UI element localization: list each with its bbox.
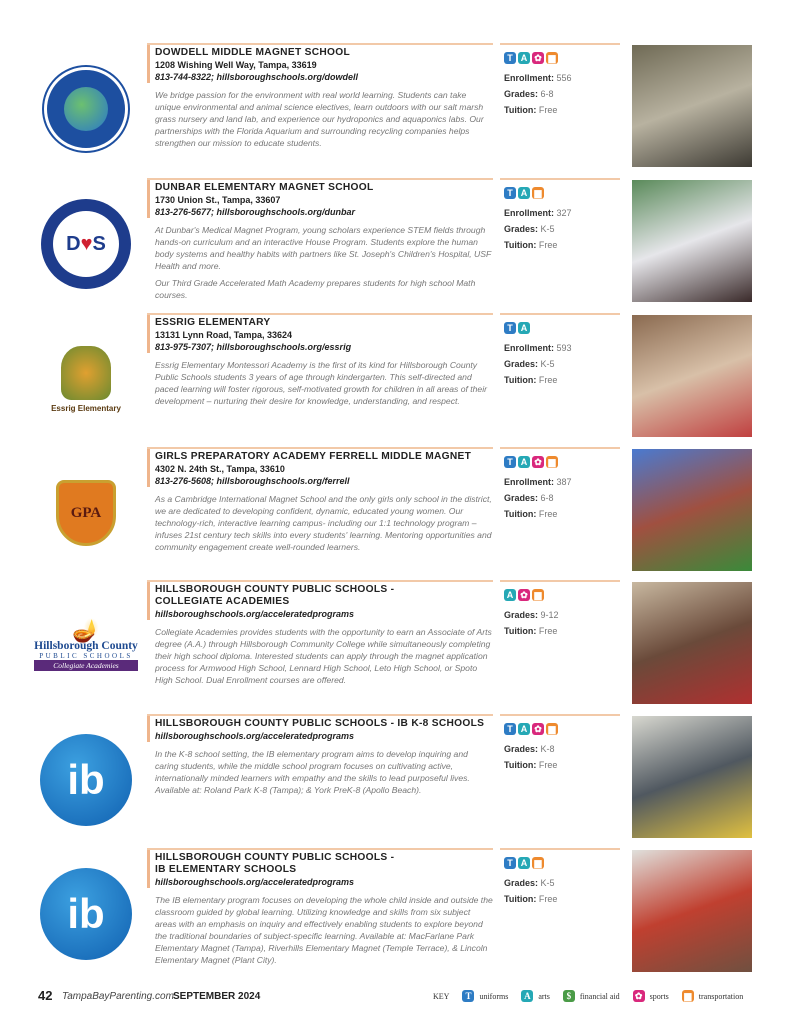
tuition-label: Tuition: xyxy=(504,509,537,519)
tuition-value: Free xyxy=(538,375,558,385)
key-item-label: financial aid xyxy=(579,991,620,1001)
sports-icon: ✿ xyxy=(633,990,645,1002)
transportation-icon: ▆ xyxy=(682,990,694,1002)
school-contact[interactable]: hillsboroughschools.org/acceleratedprograms xyxy=(155,609,355,619)
school-contact[interactable]: hillsboroughschools.org/acceleratedprograms xyxy=(155,877,355,887)
tuition-label: Tuition: xyxy=(504,760,537,770)
school-name: DOWDELL MIDDLE MAGNET SCHOOL xyxy=(155,47,350,58)
school-header xyxy=(147,180,493,218)
school-logo: ib xyxy=(30,724,142,836)
school-description xyxy=(147,748,493,796)
school-header xyxy=(147,582,493,620)
school-contact[interactable]: 813-276-5608; hillsboroughschools.org/ferrell xyxy=(155,476,350,486)
description-paragraph: We bridge passion for the environment with real world learning. Students can take unique environmental and animal science electives, learn outdoors with our salt marsh grass nursery and land lab, and experience our hydroponics and aquaponics labs. Our partnerships with the Florida Aquarium and surrounding recycling companies helps strengthen our mission to educate students. xyxy=(155,90,484,148)
school-listing xyxy=(0,714,786,846)
school-listing xyxy=(0,43,786,175)
school-contact[interactable]: 813-975-7307; hillsboroughschools.org/essrig xyxy=(155,342,352,352)
school-header xyxy=(147,850,493,888)
school-name: GIRLS PREPARATORY ACADEMY FERRELL MIDDLE MAGNET xyxy=(155,451,472,462)
transportation-icon: ▆ xyxy=(532,187,544,199)
school-stats xyxy=(500,313,620,388)
grades-label: Grades: xyxy=(504,610,539,620)
school-logo: GPA xyxy=(30,457,142,569)
school-description xyxy=(147,89,493,149)
school-photo xyxy=(632,582,752,704)
school-listing xyxy=(0,178,786,310)
enrollment-stat xyxy=(504,340,620,356)
uniforms-icon: T xyxy=(504,52,516,64)
tuition-stat xyxy=(504,891,620,907)
school-listing xyxy=(0,313,786,445)
enrollment-stat xyxy=(504,205,620,221)
enrollment-stat xyxy=(504,70,620,86)
tuition-label: Tuition: xyxy=(504,894,537,904)
arts-icon: A xyxy=(518,456,530,468)
transportation-icon: ▆ xyxy=(546,723,558,735)
school-listing xyxy=(0,848,786,980)
uniforms-icon: T xyxy=(504,322,516,334)
tuition-value: Free xyxy=(538,509,558,519)
school-photo xyxy=(632,449,752,571)
tuition-label: Tuition: xyxy=(504,240,537,250)
school-name: HILLSBOROUGH COUNTY PUBLIC SCHOOLS - IB ELEMENTARY SCHOOLS xyxy=(155,852,395,875)
school-name: ESSRIG ELEMENTARY xyxy=(155,317,271,328)
site-name[interactable]: TampaBayParenting.com xyxy=(62,991,174,1002)
sports-icon: ✿ xyxy=(532,52,544,64)
grades-label: Grades: xyxy=(504,89,539,99)
enrollment-label: Enrollment: xyxy=(504,343,555,353)
school-description xyxy=(147,493,493,553)
grades-value: 6-8 xyxy=(540,493,554,503)
description-paragraph: In the K-8 school setting, the IB elementary program aims to develop inquiring and caring students, while the middle school program focuses on cultivating active, internationally minded learners with empathy and the skills to lead purposeful lives. Available at: Roland Park K-8 (Tampa); & York PreK-8 (Apollo Beach). xyxy=(155,749,470,795)
description-paragraph: As a Cambridge International Magnet School and the only girls only school in the district, we are dedicated to developing confident, dynamic, educated young women. Our technology-rich, interactive learning campus- including our 1:1 technology program – infuses 21st century tech skills into every students' learning. Mentoring opportunities and community engagement create well-rounded learners. xyxy=(155,494,492,552)
feature-icons xyxy=(504,857,620,870)
school-stats xyxy=(500,714,620,773)
tuition-stat xyxy=(504,623,620,639)
school-header xyxy=(147,449,493,487)
tuition-label: Tuition: xyxy=(504,375,537,385)
school-photo xyxy=(632,180,752,302)
school-logo xyxy=(30,323,142,435)
feature-icons xyxy=(504,723,620,736)
uniforms-icon: T xyxy=(504,857,516,869)
feature-icons xyxy=(504,322,620,335)
enrollment-value: 387 xyxy=(556,477,572,487)
school-contact[interactable]: 813-276-5677; hillsboroughschools.org/dunbar xyxy=(155,207,356,217)
arts-icon: A xyxy=(518,857,530,869)
school-stats xyxy=(500,848,620,907)
school-description xyxy=(147,224,493,301)
school-info xyxy=(147,178,493,306)
tuition-value: Free xyxy=(538,894,558,904)
tuition-label: Tuition: xyxy=(504,626,537,636)
key-item-label: transportation xyxy=(698,991,744,1001)
feature-icons xyxy=(504,52,620,65)
sports-icon: ✿ xyxy=(518,589,530,601)
school-stats xyxy=(500,43,620,118)
tuition-value: Free xyxy=(538,760,558,770)
grades-value: 9-12 xyxy=(540,610,559,620)
school-info xyxy=(147,580,493,691)
grades-value: K-5 xyxy=(540,878,555,888)
enrollment-label: Enrollment: xyxy=(504,208,555,218)
grades-label: Grades: xyxy=(504,493,539,503)
grades-stat xyxy=(504,875,620,891)
tuition-stat xyxy=(504,372,620,388)
grades-stat xyxy=(504,741,620,757)
school-info xyxy=(147,447,493,558)
arts-icon: A xyxy=(518,322,530,334)
enrollment-stat xyxy=(504,474,620,490)
page-footer xyxy=(38,988,758,1008)
description-paragraph: At Dunbar's Medical Magnet Program, young scholars experience STEM fields through hands-on curriculum and an interactive House Program. Students explore the human body systems and healthy habits with partners like St. Joseph's Children's Hospital, USF Health and more. xyxy=(155,225,492,271)
description-paragraph: Collegiate Academies provides students with the opportunity to earn an Associate of Arts degree (A.A.) through Hillsborough Community College while simultaneously completing their high school diploma. Interested students can apply through the magnet application process for Armwood High School, Lennard High School, Leto High School, or Spoto High School. Dual Enrollment courses are offered. xyxy=(155,627,492,685)
school-logo: ib xyxy=(30,858,142,970)
grades-label: Grades: xyxy=(504,744,539,754)
school-listing xyxy=(0,580,786,712)
tuition-label: Tuition: xyxy=(504,105,537,115)
page-number: 42 xyxy=(38,988,53,1003)
grades-value: K-8 xyxy=(540,744,555,754)
uniforms-icon: T xyxy=(462,990,474,1002)
tuition-stat xyxy=(504,506,620,522)
grades-value: K-5 xyxy=(540,359,555,369)
transportation-icon: ▆ xyxy=(532,589,544,601)
sports-icon: ✿ xyxy=(532,456,544,468)
school-name: HILLSBOROUGH COUNTY PUBLIC SCHOOLS - IB K-8 SCHOOLS xyxy=(155,718,485,729)
arts-icon: A xyxy=(518,187,530,199)
tuition-value: Free xyxy=(538,626,558,636)
enrollment-value: 556 xyxy=(556,73,572,83)
school-description xyxy=(147,626,493,686)
icon-key xyxy=(433,990,743,1002)
key-item-label: uniforms xyxy=(479,991,509,1001)
arts-icon: A xyxy=(504,589,516,601)
enrollment-label: Enrollment: xyxy=(504,477,555,487)
tuition-value: Free xyxy=(538,105,558,115)
uniforms-icon: T xyxy=(504,187,516,199)
transportation-icon: ▆ xyxy=(546,456,558,468)
arts-icon: A xyxy=(518,723,530,735)
grades-stat xyxy=(504,356,620,372)
enrollment-value: 593 xyxy=(556,343,572,353)
school-header xyxy=(147,45,493,83)
essrig-logo-text: Essrig Elementary xyxy=(51,403,121,413)
arts-icon: A xyxy=(518,52,530,64)
feature-icons xyxy=(504,456,620,469)
enrollment-value: 327 xyxy=(556,208,572,218)
description-paragraph: The IB elementary program focuses on developing the whole child inside and outside the classroom guided by global learning. Utilizing knowledge and skills from six subject areas with an emphasis on inquiry and effectively enabling students to explore beyond the traditional boundaries of subject-specific learning. Available at: MacFarlane Park Elementary Magnet (Tampa), Riverhills Elementary Magnet (Temple Terrace), & Lincoln Elementary Magnet (Plant City). xyxy=(155,895,493,965)
arts-icon: A xyxy=(521,990,533,1002)
school-info xyxy=(147,848,493,971)
tuition-value: Free xyxy=(538,240,558,250)
school-photo xyxy=(632,850,752,972)
school-logo xyxy=(30,53,142,165)
issue-date: SEPTEMBER 2024 xyxy=(173,991,261,1002)
uniforms-icon: T xyxy=(504,456,516,468)
grades-stat xyxy=(504,86,620,102)
transportation-icon: ▆ xyxy=(546,52,558,64)
school-contact[interactable]: hillsboroughschools.org/acceleratedprograms xyxy=(155,731,355,741)
description-paragraph: Essrig Elementary Montessori Academy is the first of its kind for Hillsborough County Public Schools students 3 years of age through kindergarten. This self-directed and paced learning will foster rigorous, self-motivated growth for children in all areas of their development – nurturing their desire for knowledge, understanding, and respect. xyxy=(155,360,487,406)
grades-stat xyxy=(504,490,620,506)
grades-label: Grades: xyxy=(504,224,539,234)
school-description xyxy=(147,359,493,407)
school-stats xyxy=(500,447,620,522)
grades-label: Grades: xyxy=(504,359,539,369)
school-photo xyxy=(632,716,752,838)
school-logo: D ♥ S xyxy=(30,188,142,300)
school-header xyxy=(147,716,493,742)
school-stats xyxy=(500,178,620,253)
school-stats xyxy=(500,580,620,639)
school-info xyxy=(147,714,493,801)
transportation-icon: ▆ xyxy=(532,857,544,869)
key-item-label: arts xyxy=(538,991,550,1001)
tuition-stat xyxy=(504,237,620,253)
feature-icons xyxy=(504,589,620,602)
school-address: 1208 Wishing Well Way, Tampa, 33619 xyxy=(155,60,317,70)
school-address: 13131 Lynn Road, Tampa, 33624 xyxy=(155,330,293,340)
school-info xyxy=(147,43,493,154)
uniforms-icon: T xyxy=(504,723,516,735)
school-info xyxy=(147,313,493,412)
description-paragraph: Our Third Grade Accelerated Math Academy prepares students for high school Math courses. xyxy=(155,278,476,300)
tuition-stat xyxy=(504,102,620,118)
grades-value: 6-8 xyxy=(540,89,554,99)
financial-aid-icon: $ xyxy=(563,990,575,1002)
school-photo xyxy=(632,315,752,437)
school-address: 4302 N. 24th St., Tampa, 33610 xyxy=(155,464,285,474)
tuition-stat xyxy=(504,757,620,773)
school-logo: 🪔 Hillsborough County PUBLIC SCHOOLS Collegiate Academies xyxy=(34,617,138,670)
key-item-label: sports xyxy=(649,991,669,1001)
school-listing xyxy=(0,447,786,579)
sports-icon: ✿ xyxy=(532,723,544,735)
school-header xyxy=(147,315,493,353)
school-photo xyxy=(632,45,752,167)
feature-icons xyxy=(504,187,620,200)
school-name: DUNBAR ELEMENTARY MAGNET SCHOOL xyxy=(155,182,374,193)
key-label: KEY xyxy=(433,991,450,1001)
grades-stat xyxy=(504,221,620,237)
grades-value: K-5 xyxy=(540,224,555,234)
school-address: 1730 Union St., Tampa, 33607 xyxy=(155,195,281,205)
school-name: HILLSBOROUGH COUNTY PUBLIC SCHOOLS - COLLEGIATE ACADEMIES xyxy=(155,584,395,607)
school-description xyxy=(147,894,493,966)
grades-label: Grades: xyxy=(504,878,539,888)
school-contact[interactable]: 813-744-8322; hillsboroughschools.org/dowdell xyxy=(155,72,359,82)
grades-stat xyxy=(504,607,620,623)
enrollment-label: Enrollment: xyxy=(504,73,555,83)
